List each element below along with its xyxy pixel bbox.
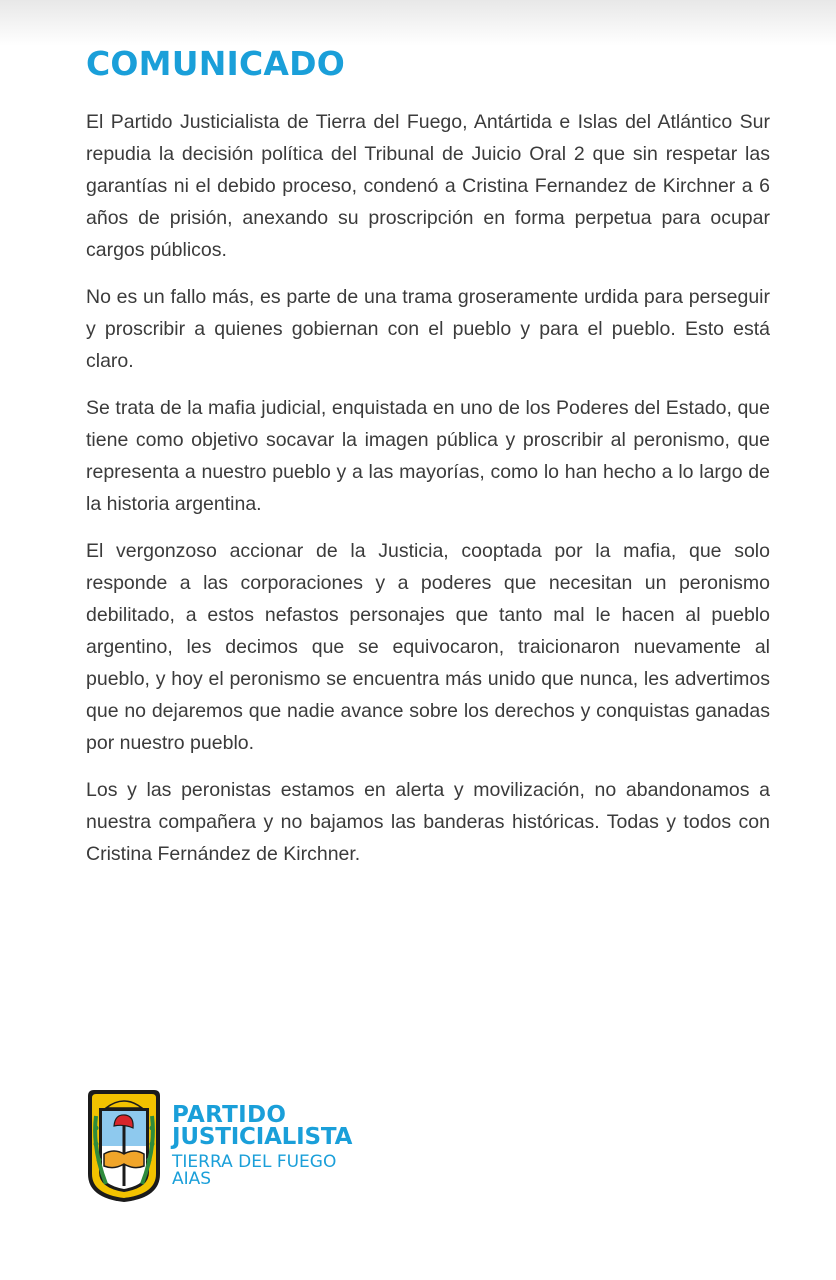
- logo-line-partido: PARTIDO: [172, 1102, 287, 1128]
- paragraph-2: No es un fallo más, es parte de una trama groseramente urdida para perseguir y proscribir a quienes gobiernan con el pueblo y para el pueblo. Esto está claro.: [86, 286, 770, 372]
- paragraph-5: Los y las peronistas estamos en alerta y movilización, no abandonamos a nuestra compañera y no bajamos las banderas históricas. Todas y todos con Cristina Fernández de Kirchner.: [86, 779, 770, 865]
- party-name: [172, 1104, 352, 1188]
- logo-line-aias: AIAS: [172, 1169, 212, 1189]
- paragraph-1: El Partido Justicialista de Tierra del Fuego, Antártida e Islas del Atlántico Sur repudia la decisión política del Tribunal de Juicio Oral 2 que sin respetar las garantías ni el debido proceso, condenó a Cristina Fernandez de Kirchner a 6 años de prisión, anexando su proscripción en forma perpetua para ocupar cargos públicos.: [86, 111, 770, 261]
- party-logo: [84, 1088, 352, 1204]
- page-title: COMUNICADO: [86, 44, 346, 83]
- paragraph-3: Se trata de la mafia judicial, enquistada en uno de los Poderes del Estado, que tiene como objetivo socavar la imagen pública y proscribir al peronismo, que representa a nuestro pueblo y a las mayorías, como lo han hecho a lo largo de la historia argentina.: [86, 397, 770, 515]
- logo-line-justicialista: JUSTICIALISTA: [172, 1124, 353, 1150]
- logo-line-region: TIERRA DEL FUEGO: [172, 1152, 337, 1172]
- statement-body: [86, 106, 770, 885]
- top-shadow: [0, 0, 836, 46]
- paragraph-4: El vergonzoso accionar de la Justicia, cooptada por la mafia, que solo responde a las corporaciones y a poderes que necesitan un peronismo debilitado, a estos nefastos personajes que tanto mal le hacen al pueblo argentino, les decimos que se equivocaron, traicionaron nuevamente al pueblo, y hoy el peronismo se encuentra más unido que nunca, les advertimos que no dejaremos que nadie avance sobre los derechos y conquistas ganadas por nuestro pueblo.: [86, 540, 770, 754]
- party-shield-icon: [84, 1088, 164, 1204]
